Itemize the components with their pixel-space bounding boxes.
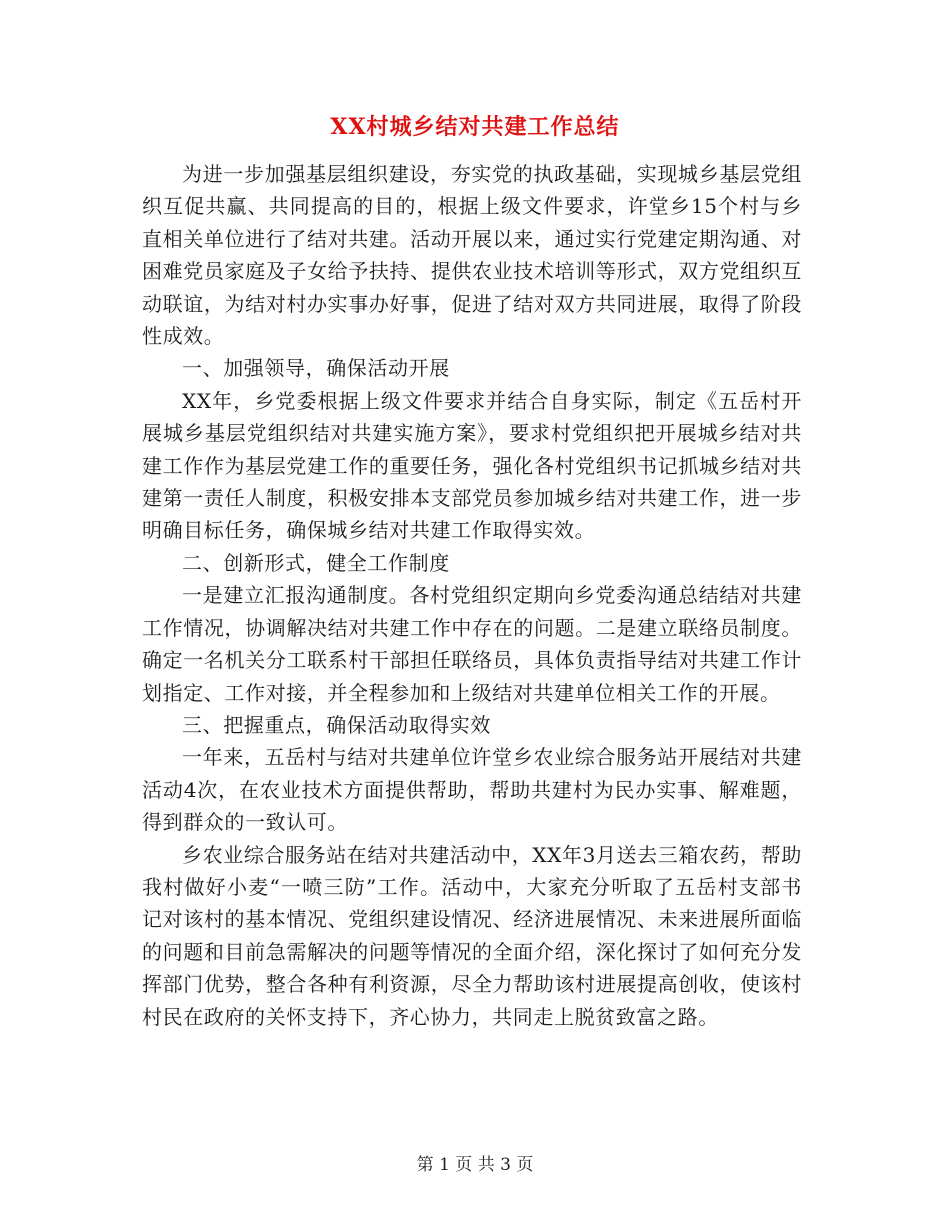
- section-paragraph-2: 一是建立汇报沟通制度。各村党组织定期向乡党委沟通总结结对共建工作情况，协调解决结对共建工作中存在的问题。二是建立联络员制度。确定一名机关分工联系村干部担任联络员，具体负责指导结对共建工作计划指定、工作对接，并全程参加和上级结对共建单位相关工作的开展。: [142, 583, 802, 705]
- intro-paragraph: 为进一步加强基层组织建设，夯实党的执政基础，实现城乡基层党组织互促共赢、共同提高的目的，根据上级文件要求，许堂乡15个村与乡直相关单位进行了结对共建。活动开展以来，通过实行党建定期沟通、对困难党员家庭及子女给予扶持、提供农业技术培训等形式，双方党组织互动联谊，为结对村办实事办好事，促进了结对双方共同进展，取得了阶段性成效。: [142, 162, 802, 349]
- page-number: 第 1 页 共 3 页: [416, 1155, 534, 1175]
- document-title: XX村城乡结对共建工作总结: [330, 114, 620, 140]
- page-footer: [0, 1154, 950, 1176]
- section-heading-2: 二、创新形式，健全工作制度: [182, 550, 450, 575]
- section-paragraph-1: XX年，乡党委根据上级文件要求并结合自身实际，制定《五岳村开展城乡基层党组织结对共建实施方案》，要求村党组织把开展城乡结对共建工作作为基层党建工作的重要任务，强化各村党组织书记抓城乡结对共建第一责任人制度，积极安排本支部党员参加城乡结对共建工作，进一步明确目标任务，确保城乡结对共建工作取得实效。: [142, 388, 802, 543]
- section-paragraph-4: 乡农业综合服务站在结对共建活动中，XX年3月送去三箱农药，帮助我村做好小麦“一喷三防”工作。活动中，大家充分听取了五岳村支部书记对该村的基本情况、党组织建设情况、经济进展情况、未来进展所面临的问题和目前急需解决的问题等情况的全面介绍，深化探讨了如何充分发挥部门优势，整合各种有利资源，尽全力帮助该村进展提高创收，使该村村民在政府的关怀支持下，齐心协力，共同走上脱贫致富之路。: [142, 842, 802, 1029]
- document-body: [142, 158, 802, 1033]
- section-heading-1: 一、加强领导，确保活动开展: [182, 356, 450, 381]
- section-heading-3: 三、把握重点，确保活动取得实效: [182, 712, 491, 737]
- section-paragraph-3: 一年来，五岳村与结对共建单位许堂乡农业综合服务站开展结对共建活动4次，在农业技术方面提供帮助，帮助共建村为民办实事、解难题，得到群众的一致认可。: [142, 745, 802, 835]
